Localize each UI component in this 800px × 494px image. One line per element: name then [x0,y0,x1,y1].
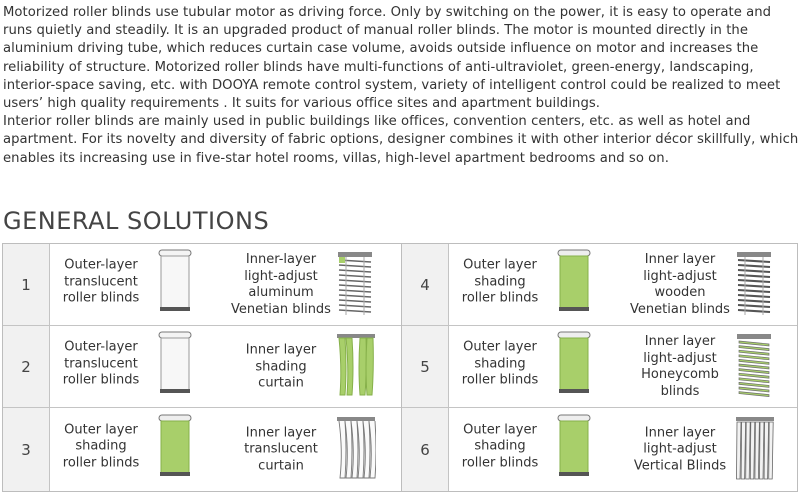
solution-cell-2 [3,326,401,408]
solutions-table [2,243,798,492]
honeycomb-blind-icon [735,333,773,403]
outer-layer-label: Outer-layer translucent roller blinds [62,339,140,388]
inner-layer-label: Inner layer light-adjust Honeycomb blinds [641,334,719,399]
solution-cell-4 [402,244,797,326]
section-title: GENERAL SOLUTIONS [3,207,270,235]
outer-layer-label: Outer layer shading roller blinds [461,257,539,306]
shading-roller-icon [557,331,591,401]
translucent-roller-icon [158,249,192,319]
solution-cell-3 [3,408,401,491]
outer-layer-label: Outer layer shading roller blinds [62,421,140,470]
shading-roller-icon [158,414,192,484]
outer-layer-label: Outer layer shading roller blinds [461,421,539,470]
vertical-blind-icon [735,416,775,486]
inner-layer-label: Inner layer light-adjust Vertical Blinds [633,424,727,473]
inner-layer-label: Inner-layer light-adjust aluminum Venetian blinds [231,252,331,317]
intro-paragraph-1: Motorized roller blinds use tubular motor as driving force. Only by switching on the power, it is easy to operate and runs quietly and steadily. It is an upgraded product of manual roller blinds. The motor is mounted directly in the aluminium driving tube, which reduces curtain case volume, avoids outside influence on motor and increases the reliability of structure. Motorized roller blinds have multi-functions of anti-ultraviolet, green-energy, landscaping, interior-space saving, etc. with DOOYA remote control system, variety of intelligent control could be realized to meet users’ high quality requirements . It suits for various office sites and apartment buildings. [3,5,781,112]
shading-roller-icon [557,249,591,319]
solution-number: 6 [402,408,449,491]
translucent-roller-icon [158,331,192,401]
solution-cell-6 [402,408,797,491]
outer-layer-label: Outer layer shading roller blinds [461,339,539,388]
intro-text [3,4,799,168]
solution-number: 2 [3,326,50,407]
inner-layer-label: Inner layer shading curtain [245,342,317,391]
solution-cell-1 [3,244,401,326]
inner-layer-label: Inner layer light-adjust wooden Venetian blinds [630,252,730,317]
shading-roller-icon [557,414,591,484]
solution-number: 5 [402,326,449,407]
inner-layer-label: Inner layer translucent curtain [244,424,318,473]
solution-number: 1 [3,244,50,325]
wooden-venetian-icon [735,251,773,321]
solution-cell-5 [402,326,797,408]
solution-number: 4 [402,244,449,325]
solution-number: 3 [3,408,50,491]
shading-curtain-icon [336,333,376,403]
outer-layer-label: Outer-layer translucent roller blinds [62,257,140,306]
translucent-curtain-icon [336,416,376,486]
venetian-blind-icon [336,251,374,321]
intro-paragraph-2: Interior roller blinds are mainly used in public buildings like offices, convention centers, etc. as well as hotel and apartment. For its novelty and diversity of fabric options, designer combines it with other interior décor skillfully, which enables its increasing use in five-star hotel rooms, villas, high-level apartment bedrooms and so on. [3,114,799,166]
